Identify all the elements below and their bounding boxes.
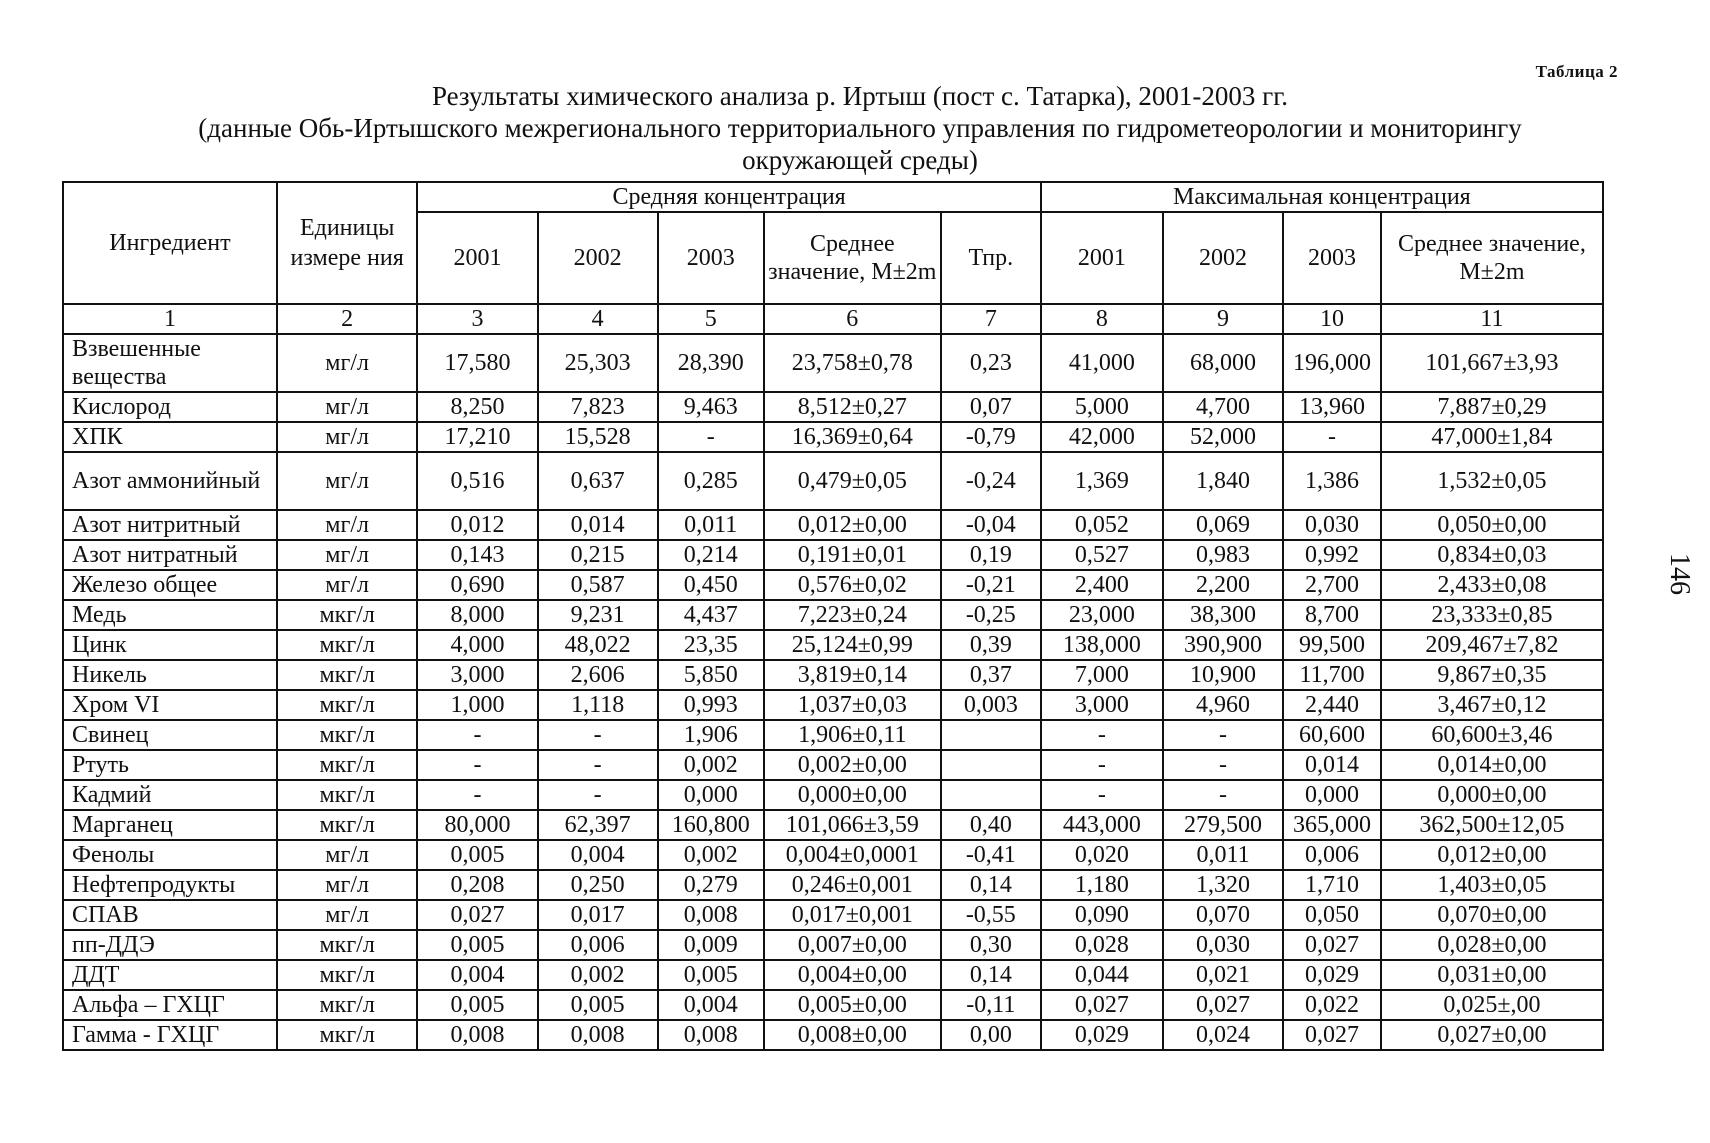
value-cell: 17,580 bbox=[417, 334, 537, 392]
value-cell: 0,008 bbox=[538, 1020, 658, 1050]
value-cell: 42,000 bbox=[1041, 422, 1163, 452]
unit-cell: мкг/л bbox=[277, 930, 418, 960]
ingredient-cell: Свинец bbox=[63, 720, 277, 750]
value-cell: 7,823 bbox=[538, 392, 658, 422]
value-cell: 25,124±0,99 bbox=[764, 630, 941, 660]
value-cell: 0,19 bbox=[941, 540, 1041, 570]
value-cell: -0,21 bbox=[941, 570, 1041, 600]
value-cell: - bbox=[417, 750, 537, 780]
value-cell: 23,000 bbox=[1041, 600, 1163, 630]
value-cell: 101,667±3,93 bbox=[1381, 334, 1603, 392]
value-cell: - bbox=[417, 720, 537, 750]
value-cell: 0,052 bbox=[1041, 510, 1163, 540]
unit-cell: мкг/л bbox=[277, 960, 418, 990]
value-cell: 0,028 bbox=[1041, 930, 1163, 960]
value-cell: 0,028±0,00 bbox=[1381, 930, 1603, 960]
ingredient-cell: Хром VI bbox=[63, 690, 277, 720]
value-cell: 8,000 bbox=[417, 600, 537, 630]
value-cell: 0,003 bbox=[941, 690, 1041, 720]
value-cell bbox=[941, 750, 1041, 780]
value-cell: 0,012±0,00 bbox=[1381, 840, 1603, 870]
value-cell: 0,834±0,03 bbox=[1381, 540, 1603, 570]
value-cell: 0,23 bbox=[941, 334, 1041, 392]
table-row bbox=[63, 870, 1603, 900]
ingredient-cell: СПАВ bbox=[63, 900, 277, 930]
value-cell: 0,014±0,00 bbox=[1381, 750, 1603, 780]
table-row bbox=[63, 334, 1603, 392]
ingredient-cell: Азот аммонийный bbox=[63, 452, 277, 510]
value-cell: 0,004 bbox=[417, 960, 537, 990]
ingredient-cell: Гамма - ГХЦГ bbox=[63, 1020, 277, 1050]
value-cell: 1,906±0,11 bbox=[764, 720, 941, 750]
value-cell: - bbox=[1041, 750, 1163, 780]
value-cell: 0,690 bbox=[417, 570, 537, 600]
value-cell: 160,800 bbox=[658, 810, 764, 840]
value-cell: 390,900 bbox=[1163, 630, 1283, 660]
value-cell: 0,002 bbox=[658, 750, 764, 780]
column-number: 4 bbox=[538, 304, 658, 334]
value-cell: 443,000 bbox=[1041, 810, 1163, 840]
value-cell: 0,39 bbox=[941, 630, 1041, 660]
value-cell: 0,576±0,02 bbox=[764, 570, 941, 600]
unit-cell: мкг/л bbox=[277, 600, 418, 630]
table-label: Таблица 2 bbox=[1535, 62, 1618, 81]
unit-cell: мкг/л bbox=[277, 690, 418, 720]
value-cell: 8,700 bbox=[1283, 600, 1381, 630]
value-cell: 0,008 bbox=[658, 1020, 764, 1050]
column-number: 10 bbox=[1283, 304, 1381, 334]
unit-cell: мг/л bbox=[277, 570, 418, 600]
ingredient-cell: Взвешенные вещества bbox=[63, 334, 277, 392]
value-cell: 0,070 bbox=[1163, 900, 1283, 930]
value-cell: 0,069 bbox=[1163, 510, 1283, 540]
value-cell: 0,027 bbox=[1283, 930, 1381, 960]
value-cell: 0,012±0,00 bbox=[764, 510, 941, 540]
ingredient-cell: Никель bbox=[63, 660, 277, 690]
value-cell: 0,07 bbox=[941, 392, 1041, 422]
header-max-2001: 2001 bbox=[1041, 212, 1163, 304]
value-cell: 0,006 bbox=[1283, 840, 1381, 870]
ingredient-cell: пп-ДДЭ bbox=[63, 930, 277, 960]
value-cell: 62,397 bbox=[538, 810, 658, 840]
value-cell: - bbox=[417, 780, 537, 810]
value-cell: 209,467±7,82 bbox=[1381, 630, 1603, 660]
header-max-group: Максимальная концентрация bbox=[1041, 182, 1603, 212]
column-number: 9 bbox=[1163, 304, 1283, 334]
value-cell: 2,433±0,08 bbox=[1381, 570, 1603, 600]
value-cell: 0,006 bbox=[538, 930, 658, 960]
table-row bbox=[63, 840, 1603, 870]
value-cell: 10,900 bbox=[1163, 660, 1283, 690]
value-cell: 9,231 bbox=[538, 600, 658, 630]
value-cell: 362,500±12,05 bbox=[1381, 810, 1603, 840]
header-mean-group: Средняя концентрация bbox=[417, 182, 1040, 212]
value-cell: 1,840 bbox=[1163, 452, 1283, 510]
value-cell: 7,000 bbox=[1041, 660, 1163, 690]
value-cell: 0,021 bbox=[1163, 960, 1283, 990]
value-cell: -0,79 bbox=[941, 422, 1041, 452]
value-cell: 16,369±0,64 bbox=[764, 422, 941, 452]
header-mean-2001: 2001 bbox=[417, 212, 537, 304]
table-row bbox=[63, 720, 1603, 750]
value-cell: 0,250 bbox=[538, 870, 658, 900]
unit-cell: мг/л bbox=[277, 392, 418, 422]
value-cell: 0,005 bbox=[417, 990, 537, 1020]
title-line-3: окружающей среды) bbox=[742, 145, 978, 175]
value-cell: 0,017 bbox=[538, 900, 658, 930]
page-number: 146 bbox=[1664, 553, 1695, 595]
value-cell: 0,044 bbox=[1041, 960, 1163, 990]
unit-cell: мг/л bbox=[277, 900, 418, 930]
value-cell: 0,014 bbox=[538, 510, 658, 540]
value-cell: 0,479±0,05 bbox=[764, 452, 941, 510]
value-cell: - bbox=[538, 750, 658, 780]
header-ingredient: Ингредиент bbox=[63, 182, 277, 304]
value-cell: 0,004 bbox=[658, 990, 764, 1020]
chemical-analysis-table bbox=[62, 181, 1604, 1051]
value-cell: 23,333±0,85 bbox=[1381, 600, 1603, 630]
unit-cell: мкг/л bbox=[277, 990, 418, 1020]
value-cell: 0,029 bbox=[1041, 1020, 1163, 1050]
value-cell: 0,012 bbox=[417, 510, 537, 540]
value-cell: 0,983 bbox=[1163, 540, 1283, 570]
value-cell: -0,24 bbox=[941, 452, 1041, 510]
value-cell: 13,960 bbox=[1283, 392, 1381, 422]
ingredient-cell: Ртуть bbox=[63, 750, 277, 780]
value-cell: 0,14 bbox=[941, 870, 1041, 900]
value-cell: -0,25 bbox=[941, 600, 1041, 630]
value-cell: - bbox=[658, 422, 764, 452]
unit-cell: мкг/л bbox=[277, 720, 418, 750]
value-cell: 4,437 bbox=[658, 600, 764, 630]
title-line-1: Результаты химического анализа р. Иртыш (пост с. Татарка), 2001-2003 гг. bbox=[431, 81, 1289, 111]
ingredient-cell: Фенолы bbox=[63, 840, 277, 870]
value-cell: 0,017±0,001 bbox=[764, 900, 941, 930]
value-cell: 1,906 bbox=[658, 720, 764, 750]
value-cell: 0,00 bbox=[941, 1020, 1041, 1050]
value-cell: 0,30 bbox=[941, 930, 1041, 960]
value-cell: 48,022 bbox=[538, 630, 658, 660]
value-cell: 0,002±0,00 bbox=[764, 750, 941, 780]
value-cell: 0,285 bbox=[658, 452, 764, 510]
value-cell: 8,250 bbox=[417, 392, 537, 422]
value-cell: 0,143 bbox=[417, 540, 537, 570]
value-cell: 0,208 bbox=[417, 870, 537, 900]
value-cell: 0,027 bbox=[1163, 990, 1283, 1020]
value-cell: 1,320 bbox=[1163, 870, 1283, 900]
ingredient-cell: Азот нитратный bbox=[63, 540, 277, 570]
value-cell bbox=[941, 720, 1041, 750]
value-cell: 11,700 bbox=[1283, 660, 1381, 690]
value-cell: 0,005 bbox=[417, 930, 537, 960]
value-cell: 4,960 bbox=[1163, 690, 1283, 720]
table-row bbox=[63, 810, 1603, 840]
ingredient-cell: Железо общее bbox=[63, 570, 277, 600]
value-cell: 60,600 bbox=[1283, 720, 1381, 750]
value-cell: 0,000±0,00 bbox=[764, 780, 941, 810]
value-cell: 2,400 bbox=[1041, 570, 1163, 600]
value-cell: 5,000 bbox=[1041, 392, 1163, 422]
value-cell: 0,004±0,0001 bbox=[764, 840, 941, 870]
value-cell: 2,700 bbox=[1283, 570, 1381, 600]
value-cell: -0,55 bbox=[941, 900, 1041, 930]
value-cell: - bbox=[538, 780, 658, 810]
value-cell: 0,191±0,01 bbox=[764, 540, 941, 570]
value-cell: 138,000 bbox=[1041, 630, 1163, 660]
unit-cell: мкг/л bbox=[277, 810, 418, 840]
value-cell: 0,005 bbox=[538, 990, 658, 1020]
column-number: 5 bbox=[658, 304, 764, 334]
value-cell: 101,066±3,59 bbox=[764, 810, 941, 840]
value-cell: 9,867±0,35 bbox=[1381, 660, 1603, 690]
unit-cell: мкг/л bbox=[277, 660, 418, 690]
value-cell: 1,180 bbox=[1041, 870, 1163, 900]
value-cell: 3,000 bbox=[417, 660, 537, 690]
value-cell: 0,050 bbox=[1283, 900, 1381, 930]
value-cell: 0,029 bbox=[1283, 960, 1381, 990]
value-cell: 4,000 bbox=[417, 630, 537, 660]
unit-cell: мг/л bbox=[277, 510, 418, 540]
table-row bbox=[63, 990, 1603, 1020]
value-cell: 0,027 bbox=[417, 900, 537, 930]
value-cell: -0,04 bbox=[941, 510, 1041, 540]
value-cell: 0,031±0,00 bbox=[1381, 960, 1603, 990]
value-cell: 0,214 bbox=[658, 540, 764, 570]
value-cell: 1,403±0,05 bbox=[1381, 870, 1603, 900]
table-body bbox=[63, 304, 1603, 1050]
value-cell: - bbox=[1041, 780, 1163, 810]
value-cell: 0,14 bbox=[941, 960, 1041, 990]
value-cell: 0,011 bbox=[658, 510, 764, 540]
value-cell: - bbox=[538, 720, 658, 750]
value-cell: - bbox=[1163, 750, 1283, 780]
value-cell: 0,992 bbox=[1283, 540, 1381, 570]
value-cell: -0,11 bbox=[941, 990, 1041, 1020]
unit-cell: мг/л bbox=[277, 870, 418, 900]
header-max-average: Среднее значение, M±2m bbox=[1381, 212, 1603, 304]
table-row bbox=[63, 960, 1603, 990]
value-cell: 2,200 bbox=[1163, 570, 1283, 600]
ingredient-cell: Азот нитритный bbox=[63, 510, 277, 540]
value-cell: 1,000 bbox=[417, 690, 537, 720]
value-cell: 0,279 bbox=[658, 870, 764, 900]
value-cell: 0,005 bbox=[658, 960, 764, 990]
value-cell: 0,027 bbox=[1283, 1020, 1381, 1050]
value-cell: 0,005±0,00 bbox=[764, 990, 941, 1020]
value-cell bbox=[941, 780, 1041, 810]
table-row bbox=[63, 690, 1603, 720]
value-cell: 1,710 bbox=[1283, 870, 1381, 900]
value-cell: 3,819±0,14 bbox=[764, 660, 941, 690]
value-cell: 0,000 bbox=[658, 780, 764, 810]
unit-cell: мкг/л bbox=[277, 630, 418, 660]
value-cell: 0,993 bbox=[658, 690, 764, 720]
ingredient-cell: Медь bbox=[63, 600, 277, 630]
header-mean-2003: 2003 bbox=[658, 212, 764, 304]
title-line-2: (данные Обь-Иртышского межрегионального территориального управления по гидрометеорологии и мониторингу bbox=[198, 113, 1522, 143]
value-cell: - bbox=[1041, 720, 1163, 750]
value-cell: - bbox=[1163, 780, 1283, 810]
column-number: 7 bbox=[941, 304, 1041, 334]
value-cell: 7,223±0,24 bbox=[764, 600, 941, 630]
table-row bbox=[63, 630, 1603, 660]
value-cell: 279,500 bbox=[1163, 810, 1283, 840]
unit-cell: мг/л bbox=[277, 422, 418, 452]
column-number: 1 bbox=[63, 304, 277, 334]
value-cell: 0,002 bbox=[538, 960, 658, 990]
header-mean-2002: 2002 bbox=[538, 212, 658, 304]
value-cell: 0,070±0,00 bbox=[1381, 900, 1603, 930]
value-cell: 4,700 bbox=[1163, 392, 1283, 422]
value-cell: 0,027 bbox=[1041, 990, 1163, 1020]
value-cell: 196,000 bbox=[1283, 334, 1381, 392]
value-cell: 0,637 bbox=[538, 452, 658, 510]
table-row bbox=[63, 780, 1603, 810]
value-cell: 0,215 bbox=[538, 540, 658, 570]
value-cell: 3,467±0,12 bbox=[1381, 690, 1603, 720]
value-cell: 2,606 bbox=[538, 660, 658, 690]
value-cell: 0,000±0,00 bbox=[1381, 780, 1603, 810]
value-cell: 68,000 bbox=[1163, 334, 1283, 392]
value-cell: 0,020 bbox=[1041, 840, 1163, 870]
table-row bbox=[63, 392, 1603, 422]
value-cell: 47,000±1,84 bbox=[1381, 422, 1603, 452]
table-row bbox=[63, 900, 1603, 930]
value-cell: 0,090 bbox=[1041, 900, 1163, 930]
table-row bbox=[63, 570, 1603, 600]
ingredient-cell: ДДТ bbox=[63, 960, 277, 990]
value-cell: 0,516 bbox=[417, 452, 537, 510]
ingredient-cell: Кадмий bbox=[63, 780, 277, 810]
table-row bbox=[63, 660, 1603, 690]
value-cell: 0,030 bbox=[1283, 510, 1381, 540]
header-mean-average: Среднее значение, M±2m bbox=[764, 212, 941, 304]
unit-cell: мг/л bbox=[277, 540, 418, 570]
value-cell: -0,41 bbox=[941, 840, 1041, 870]
unit-cell: мг/л bbox=[277, 334, 418, 392]
table-row bbox=[63, 750, 1603, 780]
header-units: Единицы измере ния bbox=[277, 182, 418, 304]
value-cell: 365,000 bbox=[1283, 810, 1381, 840]
ingredient-cell: Цинк bbox=[63, 630, 277, 660]
value-cell: 0,009 bbox=[658, 930, 764, 960]
value-cell: 0,000 bbox=[1283, 780, 1381, 810]
value-cell: - bbox=[1283, 422, 1381, 452]
value-cell: 52,000 bbox=[1163, 422, 1283, 452]
ingredient-cell: ХПК bbox=[63, 422, 277, 452]
table-row bbox=[63, 930, 1603, 960]
unit-cell: мг/л bbox=[277, 840, 418, 870]
unit-cell: мкг/л bbox=[277, 750, 418, 780]
table-row bbox=[63, 422, 1603, 452]
value-cell: 0,002 bbox=[658, 840, 764, 870]
table-row bbox=[63, 540, 1603, 570]
value-cell: 17,210 bbox=[417, 422, 537, 452]
value-cell: 0,004±0,00 bbox=[764, 960, 941, 990]
value-cell: 0,005 bbox=[417, 840, 537, 870]
value-cell: 0,008 bbox=[658, 900, 764, 930]
column-number: 8 bbox=[1041, 304, 1163, 334]
column-number: 6 bbox=[764, 304, 941, 334]
table-row bbox=[63, 510, 1603, 540]
value-cell: 0,40 bbox=[941, 810, 1041, 840]
column-number: 3 bbox=[417, 304, 537, 334]
ingredient-cell: Марганец bbox=[63, 810, 277, 840]
value-cell: 1,369 bbox=[1041, 452, 1163, 510]
value-cell: 23,758±0,78 bbox=[764, 334, 941, 392]
value-cell: 3,000 bbox=[1041, 690, 1163, 720]
value-cell: 38,300 bbox=[1163, 600, 1283, 630]
value-cell: 2,440 bbox=[1283, 690, 1381, 720]
value-cell: 0,022 bbox=[1283, 990, 1381, 1020]
value-cell: 0,050±0,00 bbox=[1381, 510, 1603, 540]
value-cell: 0,030 bbox=[1163, 930, 1283, 960]
value-cell: 0,587 bbox=[538, 570, 658, 600]
value-cell: 1,118 bbox=[538, 690, 658, 720]
table-row bbox=[63, 1020, 1603, 1050]
column-number: 11 bbox=[1381, 304, 1603, 334]
value-cell: 0,007±0,00 bbox=[764, 930, 941, 960]
value-cell: 0,37 bbox=[941, 660, 1041, 690]
value-cell: 99,500 bbox=[1283, 630, 1381, 660]
table-row bbox=[63, 600, 1603, 630]
column-number: 2 bbox=[277, 304, 418, 334]
value-cell: 0,024 bbox=[1163, 1020, 1283, 1050]
value-cell: 15,528 bbox=[538, 422, 658, 452]
value-cell: 0,027±0,00 bbox=[1381, 1020, 1603, 1050]
value-cell: 28,390 bbox=[658, 334, 764, 392]
value-cell: 1,532±0,05 bbox=[1381, 452, 1603, 510]
unit-cell: мг/л bbox=[277, 452, 418, 510]
value-cell: 0,246±0,001 bbox=[764, 870, 941, 900]
value-cell: 1,037±0,03 bbox=[764, 690, 941, 720]
value-cell: 80,000 bbox=[417, 810, 537, 840]
unit-cell: мкг/л bbox=[277, 780, 418, 810]
header-max-2003: 2003 bbox=[1283, 212, 1381, 304]
table-row bbox=[63, 452, 1603, 510]
value-cell: 8,512±0,27 bbox=[764, 392, 941, 422]
value-cell: 0,527 bbox=[1041, 540, 1163, 570]
ingredient-cell: Альфа – ГХЦГ bbox=[63, 990, 277, 1020]
value-cell: 0,450 bbox=[658, 570, 764, 600]
value-cell: - bbox=[1163, 720, 1283, 750]
value-cell: 0,025±,00 bbox=[1381, 990, 1603, 1020]
value-cell: 0,011 bbox=[1163, 840, 1283, 870]
value-cell: 0,004 bbox=[538, 840, 658, 870]
ingredient-cell: Нефтепродукты bbox=[63, 870, 277, 900]
value-cell: 0,014 bbox=[1283, 750, 1381, 780]
ingredient-cell: Кислород bbox=[63, 392, 277, 422]
value-cell: 60,600±3,46 bbox=[1381, 720, 1603, 750]
value-cell: 25,303 bbox=[538, 334, 658, 392]
value-cell: 0,008 bbox=[417, 1020, 537, 1050]
value-cell: 0,008±0,00 bbox=[764, 1020, 941, 1050]
value-cell: 5,850 bbox=[658, 660, 764, 690]
header-mean-tpr: Тпр. bbox=[941, 212, 1041, 304]
value-cell: 7,887±0,29 bbox=[1381, 392, 1603, 422]
value-cell: 9,463 bbox=[658, 392, 764, 422]
value-cell: 41,000 bbox=[1041, 334, 1163, 392]
unit-cell: мкг/л bbox=[277, 1020, 418, 1050]
value-cell: 23,35 bbox=[658, 630, 764, 660]
header-max-2002: 2002 bbox=[1163, 212, 1283, 304]
column-number-row bbox=[63, 304, 1603, 334]
value-cell: 1,386 bbox=[1283, 452, 1381, 510]
